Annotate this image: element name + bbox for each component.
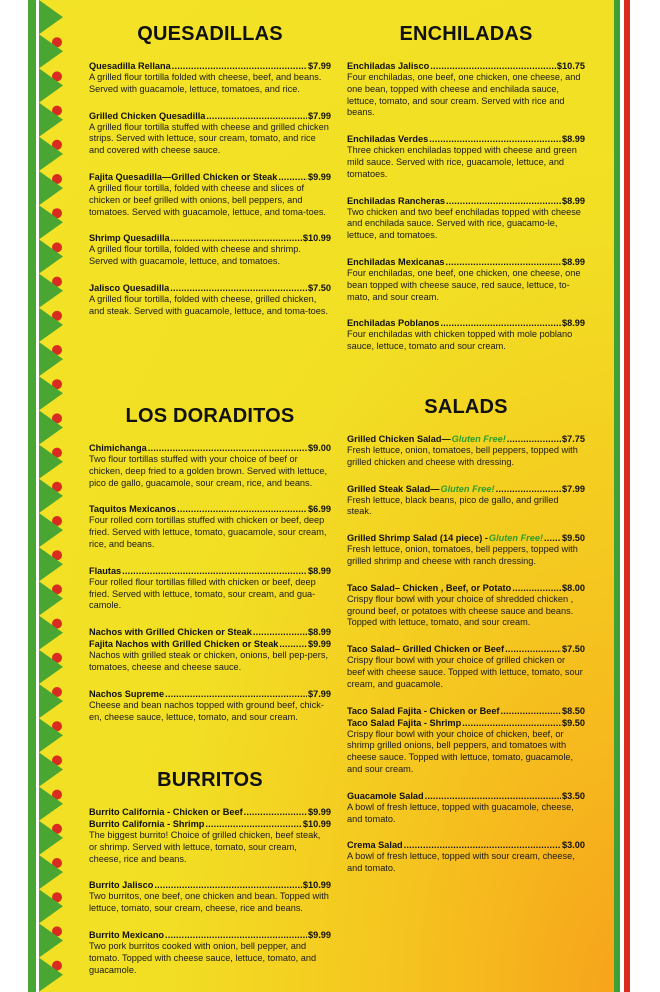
dot-leader — [425, 790, 561, 802]
menu-item — [89, 442, 331, 489]
menu-item-name: Grilled Chicken Salad— — [347, 434, 451, 444]
menu-item-header — [89, 110, 331, 122]
menu-item-price: $8.99 — [308, 565, 331, 576]
menu-item — [89, 688, 331, 724]
menu-item-name: Nachos Supreme — [89, 688, 165, 699]
menu-item-description: Four enchiladas, one beef, one chicken, one cheese, and one bean, topped with cheese and enchilada sauce, lettuce, tomato, and sour cream. Served with rice and beans. — [347, 72, 581, 118]
menu-item-header — [347, 256, 585, 268]
menu-item — [347, 433, 585, 469]
menu-item-description: A grilled flour tortilla folded with cheese, beef, and beans. Served with guacamole, lettuce, tomatoes, and rice. — [89, 72, 322, 94]
menu-item-price: $10.99 — [302, 233, 331, 244]
section-title: SALADS — [424, 396, 508, 418]
menu-item-price: $10.99 — [302, 880, 331, 891]
menu-item-name: Taco Salad Fajita - Chicken or Beef — [347, 705, 500, 716]
menu-item — [89, 282, 331, 318]
menu-item-description: A grilled flour tortilla stuffed with cheese and grilled chicken strips. Served with lettuce, sour cream, tomato, and rice and covered with cheese sauce. — [89, 121, 329, 156]
dot-leader — [512, 582, 561, 594]
dot-leader — [404, 839, 561, 851]
menu-item-header — [89, 626, 331, 638]
menu-item-price: $7.99 — [308, 110, 331, 121]
dot-leader — [501, 705, 562, 717]
dot-leader — [171, 232, 302, 244]
menu-item-price: $7.50 — [308, 282, 331, 293]
menu-item — [89, 60, 331, 96]
menu-item-name: Flautas — [89, 565, 122, 576]
menu-item-description: Fresh lettuce, onion, tomatoes, bell peppers, topped with grilled shrimp and cheese with ranch dressing. — [347, 544, 578, 566]
dot-leader — [206, 110, 307, 122]
menu-item-header — [89, 929, 331, 941]
gluten-free-label: Gluten Free! — [488, 533, 544, 544]
menu-item-header — [89, 282, 331, 294]
menu-item-name: Fajita Nachos with Grilled Chicken or Steak — [89, 639, 279, 650]
dot-leader — [148, 442, 307, 454]
menu-item-price: $9.00 — [308, 443, 331, 453]
menu-item — [89, 929, 331, 976]
dot-leader — [122, 565, 307, 577]
menu-item-price: $3.50 — [562, 790, 585, 801]
menu-item-name: Grilled Steak Salad— — [347, 483, 440, 494]
menu-item — [89, 626, 331, 674]
menu-item-price: $9.99 — [308, 807, 331, 817]
menu-item-name: Burrito California - Shrimp — [89, 819, 205, 829]
menu-item-header — [347, 483, 585, 495]
menu-item-name: Burrito Mexicano — [89, 929, 165, 940]
menu-item-description: Crispy flour bowl with your choice of grilled chicken or beef with cheese sauce. Topped with lettuce, tomato, sour cream, and guacamole. — [347, 655, 583, 689]
menu-item-description: Two burritos, one beef, one chicken and bean. Topped with lettuce, tomato, sour cream, cheese, rice and beans. — [89, 891, 329, 914]
menu-item — [347, 532, 585, 568]
menu-item-price: $7.75 — [562, 434, 585, 444]
menu-item-name: Taco Salad– Chicken , Beef, or Potato — [347, 582, 512, 593]
dot-leader — [244, 806, 307, 818]
menu-item-header — [89, 879, 331, 891]
menu-item-header — [347, 317, 585, 329]
menu-item-description: Four enchiladas, one beef, one chicken, one cheese, one bean topped with cheese sauce, red sauce, lettuce, to-mato, and sour cream. — [347, 267, 581, 302]
menu-item-description: Fresh lettuce, black beans, pico de gallo, and grilled steak. — [347, 494, 559, 517]
menu-item-header — [347, 195, 585, 207]
section-los-doraditos — [89, 404, 331, 737]
menu-item-price: $10.99 — [302, 819, 331, 829]
menu-item-header — [347, 60, 585, 72]
dot-leader — [172, 60, 307, 72]
menu-item-price: $6.99 — [308, 504, 331, 515]
menu-item-header — [347, 133, 585, 145]
menu-item-price: $8.99 — [562, 318, 585, 329]
menu-item-price: $9.50 — [562, 717, 585, 728]
menu-item-header — [347, 705, 585, 717]
menu-item-description: Two pork burritos cooked with onion, bell pepper, and tomato. Topped with cheese sauce, lettuce, tomato, and guacamole. — [89, 940, 317, 975]
menu-item-name: Taquitos Mexicanos — [89, 504, 177, 515]
menu-item-header — [89, 818, 331, 830]
section-quesadillas — [89, 22, 331, 332]
menu-item — [89, 879, 331, 915]
menu-item-price: $7.99 — [562, 483, 585, 494]
gluten-free-label: Gluten Free! — [451, 434, 506, 444]
menu-item-price: $9.99 — [308, 639, 331, 650]
dot-leader — [507, 433, 561, 445]
menu-item-price: $8.00 — [562, 582, 585, 593]
gluten-free-label: Gluten Free! — [440, 483, 495, 494]
menu-item-name: Quesadilla Rellana — [89, 61, 171, 71]
menu-item-description: Crispy flour bowl with your choice of chicken, beef, or shrimp grilled onions, bell peppers, and tomatoes with cheese sauce. Topped with lettuce, tomato, guacamole, and sour cream. — [347, 728, 574, 774]
menu-item-description: A bowl of fresh lettuce, topped with sour cream, cheese, and tomato. — [347, 851, 575, 874]
menu-item-name: Enchiladas Verdes — [347, 134, 429, 145]
menu-item-header — [89, 565, 331, 577]
menu-item-header — [347, 582, 585, 594]
menu-item — [347, 317, 585, 353]
menu-item-header — [89, 442, 331, 454]
menu-item — [89, 565, 331, 612]
dot-leader — [462, 717, 561, 729]
menu-item-price: $9.99 — [308, 171, 331, 182]
dot-leader — [446, 256, 561, 268]
menu-item — [89, 110, 331, 157]
menu-item-header — [347, 790, 585, 802]
menu-item — [347, 790, 585, 826]
menu-item-name: Shrimp Quesadilla — [89, 233, 170, 244]
menu-item — [347, 195, 585, 242]
dot-leader — [496, 483, 561, 495]
menu-item-header — [347, 433, 585, 445]
section-title: QUESADILLAS — [137, 23, 283, 45]
menu-item-description: The biggest burrito! Choice of grilled chicken, beef steak, or shrimp. Served with lettuce, tomato, sour cream, cheese, rice and beans. — [89, 830, 321, 864]
menu-item-header — [89, 60, 331, 72]
menu-item — [347, 705, 585, 776]
dot-leader — [253, 626, 307, 638]
menu-item-price: $8.99 — [562, 195, 585, 206]
menu-item-price: $9.99 — [308, 929, 331, 940]
dot-leader — [154, 879, 302, 891]
menu-item-name: Grilled Chicken Quesadilla — [89, 110, 206, 121]
menu-item — [347, 483, 585, 519]
menu-item-description: Cheese and bean nachos topped with ground beef, chick-en, cheese sauce, lettuce, tomato, and sour cream. — [89, 699, 324, 722]
menu-item-price: $8.99 — [562, 256, 585, 267]
section-burritos — [89, 768, 331, 990]
menu-item-description: Nachos with grilled steak or chicken, onions, bell pep-pers, tomatoes, cheese and cheese sauce. — [89, 650, 328, 672]
menu-item — [347, 256, 585, 303]
menu-item-name: Enchiladas Poblanos — [347, 318, 440, 329]
dot-leader — [446, 195, 561, 207]
menu-item-description: Crispy flour bowl with your choice of shredded chicken , ground beef, or potatoes with cheese sauce and beans. Topped with lettuce, tomato, and sour cream. — [347, 593, 574, 628]
section-title: ENCHILADAS — [399, 23, 533, 45]
menu-item-name: Chimichanga — [89, 443, 147, 453]
menu-item-price: $8.99 — [562, 134, 585, 145]
menu-item-header — [89, 232, 331, 244]
menu-item-name: Jalisco Quesadilla — [89, 282, 170, 293]
menu-item — [89, 232, 331, 268]
menu-item-name: Taco Salad Fajita - Shrimp — [347, 717, 462, 728]
dot-leader — [278, 171, 307, 183]
menu-item — [347, 839, 585, 875]
menu-item-price: $10.75 — [556, 61, 585, 71]
menu-item-description: Two chicken and two beef enchiladas topped with cheese and enchilada sauce. Served with rice, guacamo-le, lettuce, and tomatoes. — [347, 206, 581, 241]
menu-item-header — [347, 532, 585, 544]
menu-item-name: Taco Salad– Grilled Chicken or Beef — [347, 644, 505, 655]
dot-leader — [279, 638, 307, 650]
right-red-stripe — [624, 0, 630, 992]
dot-leader — [440, 317, 561, 329]
menu-item-price: $7.99 — [308, 61, 331, 71]
menu-item-price: $7.50 — [562, 644, 585, 655]
menu-item — [89, 503, 331, 550]
section-title: BURRITOS — [157, 769, 263, 791]
zigzag-triangle — [39, 0, 63, 34]
menu-item-description: Four rolled flour tortillas filled with chicken or beef, deep fried. Served with lettuce, tomato, sour cream, and gua-camole. — [89, 576, 316, 611]
menu-item — [347, 643, 585, 690]
menu-item-header — [89, 503, 331, 515]
menu-item-name: Nachos with Grilled Chicken or Steak — [89, 627, 252, 638]
menu-item-price: $8.99 — [308, 627, 331, 638]
section-title: LOS DORADITOS — [125, 405, 295, 427]
dot-leader — [170, 282, 307, 294]
menu-item-header — [347, 839, 585, 851]
menu-item-price: $8.50 — [562, 705, 585, 716]
menu-item-name: Crema Salad — [347, 840, 403, 851]
dot-leader — [430, 60, 556, 72]
menu-item-description: A grilled flour tortilla, folded with cheese, grilled chicken, and steak. Served with guacamole, lettuce, and toma-toes. — [89, 293, 329, 316]
menu-item-description: Two flour tortillas stuffed with your choice of beef or chicken, deep fried to a golden brown. Served with lettuce, pico de gallo, guacamole, sour cream, rice, and beans. — [89, 454, 327, 488]
menu-item-header — [89, 171, 331, 183]
menu-item-name: Fajita Quesadilla—Grilled Chicken or Steak — [89, 171, 278, 182]
menu-item-price: $7.99 — [308, 688, 331, 699]
menu-item-header — [89, 688, 331, 700]
menu-item-description: Three chicken enchiladas topped with cheese and green mild sauce. Served with rice, guacamole, lettuce, and tomatoes. — [347, 145, 577, 179]
menu-item — [347, 60, 585, 119]
menu-item — [89, 806, 331, 865]
menu-item — [347, 582, 585, 629]
section-salads — [347, 395, 585, 889]
dot-leader — [544, 532, 561, 544]
menu-item-name: Guacamole Salad — [347, 790, 424, 801]
dot-leader — [165, 929, 307, 941]
menu-item-price: $3.00 — [562, 840, 585, 851]
dot-leader — [165, 688, 307, 700]
menu-item-header — [347, 717, 585, 729]
menu-item-header — [89, 806, 331, 818]
menu-item-price: $9.50 — [562, 533, 585, 544]
menu-item-description: Fresh lettuce, onion, tomatoes, bell peppers, topped with grilled chicken and cheese with dressing. — [347, 445, 578, 467]
menu-item — [347, 133, 585, 180]
menu-item — [89, 171, 331, 218]
menu-item-name: Grilled Shrimp Salad (14 piece) - — [347, 533, 488, 544]
menu-item-description: Four rolled corn tortillas stuffed with chicken or beef, deep fried. Served with lettuce, tomato, guacamole, sour cream, rice, and beans. — [89, 515, 327, 549]
dot-leader — [429, 133, 561, 145]
menu-item-name: Enchiladas Mexicanas — [347, 256, 445, 267]
menu-item-description: A grilled flour tortilla, folded with cheese and slices of chicken or beef grilled with onions, bell peppers, and tomatoes. Served with guacamole, lettuce, and toma-toes. — [89, 182, 326, 217]
menu-item-description: A grilled flour tortilla, folded with cheese and shrimp. Served with guacamole, lettuce, and tomatoes. — [89, 244, 301, 267]
dot-leader — [177, 503, 307, 515]
menu-item-header — [89, 638, 331, 650]
menu-item-name: Enchiladas Rancheras — [347, 195, 446, 206]
section-enchiladas — [347, 22, 585, 367]
left-green-border — [28, 0, 36, 992]
dot-leader — [505, 643, 561, 655]
menu-item-name: Burrito Jalisco — [89, 880, 154, 891]
menu-item-description: A bowl of fresh lettuce, topped with guacamole, cheese, and tomato. — [347, 801, 574, 824]
dot-leader — [205, 818, 302, 830]
menu-item-header — [347, 643, 585, 655]
zigzag-border-decoration — [39, 0, 65, 992]
menu-item-description: Four enchiladas with chicken topped with mole poblano sauce, lettuce, tomato and sour cream. — [347, 329, 573, 352]
menu-item-name: Enchiladas Jalisco — [347, 61, 430, 71]
menu-item-name: Burrito California - Chicken or Beef — [89, 807, 243, 817]
